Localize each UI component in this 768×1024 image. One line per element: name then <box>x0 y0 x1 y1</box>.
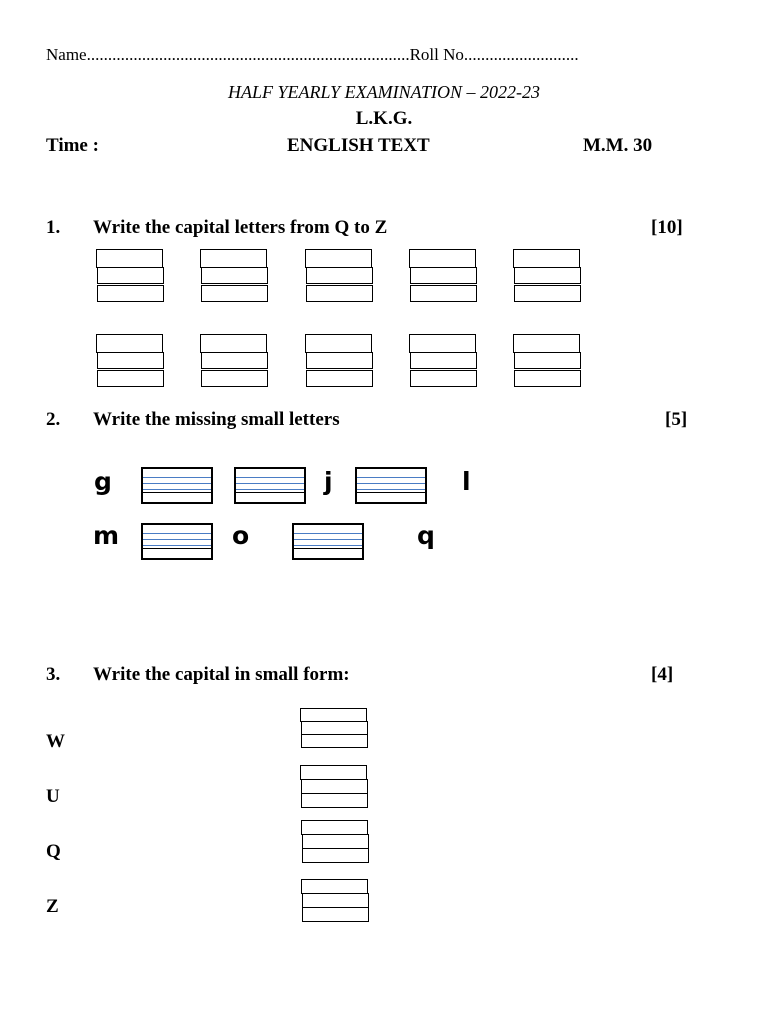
missing-letter-box[interactable] <box>141 467 213 504</box>
writing-box[interactable] <box>301 820 370 863</box>
missing-letter-box[interactable] <box>141 523 213 560</box>
question-1-text: Write the capital letters from Q to Z <box>93 217 388 238</box>
capital-letter-u: U <box>46 786 60 807</box>
writing-box[interactable] <box>300 765 369 808</box>
question-2-marks: [5] <box>665 409 688 430</box>
question-1-number: 1. <box>46 217 61 238</box>
exam-title: HALF YEARLY EXAMINATION – 2022-23 <box>228 82 540 102</box>
writing-box[interactable] <box>409 249 478 303</box>
name-roll-line: Name............................................................................Roll No........................... <box>46 45 579 64</box>
capital-letter-z: Z <box>46 896 59 917</box>
subject-label: ENGLISH TEXT <box>287 135 430 156</box>
missing-letter-box[interactable] <box>355 467 427 504</box>
writing-box[interactable] <box>409 334 478 388</box>
missing-letter-box[interactable] <box>292 523 364 560</box>
writing-box[interactable] <box>96 249 165 303</box>
writing-box[interactable] <box>300 708 369 748</box>
writing-box[interactable] <box>513 249 582 303</box>
question-3-number: 3. <box>46 664 61 685</box>
question-2-text: Write the missing small letters <box>93 409 340 430</box>
letter-m: m <box>93 521 120 550</box>
capital-letter-q: Q <box>46 841 61 862</box>
letter-g: g <box>94 467 112 496</box>
question-3-text: Write the capital in small form: <box>93 664 350 685</box>
letter-q: q <box>417 521 435 550</box>
writing-box[interactable] <box>301 879 370 922</box>
writing-box[interactable] <box>513 334 582 388</box>
missing-letter-box[interactable] <box>234 467 306 504</box>
writing-box[interactable] <box>305 249 374 303</box>
question-3-marks: [4] <box>651 664 674 685</box>
writing-box[interactable] <box>200 334 269 388</box>
question-2-number: 2. <box>46 409 61 430</box>
letter-l: l <box>462 467 471 496</box>
max-marks-label: M.M. 30 <box>583 135 653 156</box>
question-1-marks: [10] <box>651 217 683 238</box>
writing-box[interactable] <box>96 334 165 388</box>
writing-box[interactable] <box>200 249 269 303</box>
capital-letter-w: W <box>46 731 65 752</box>
letter-o: o <box>232 521 250 550</box>
letter-j: j <box>324 467 333 496</box>
writing-box[interactable] <box>305 334 374 388</box>
time-label: Time : <box>46 135 99 156</box>
class-name: L.K.G. <box>355 108 413 129</box>
